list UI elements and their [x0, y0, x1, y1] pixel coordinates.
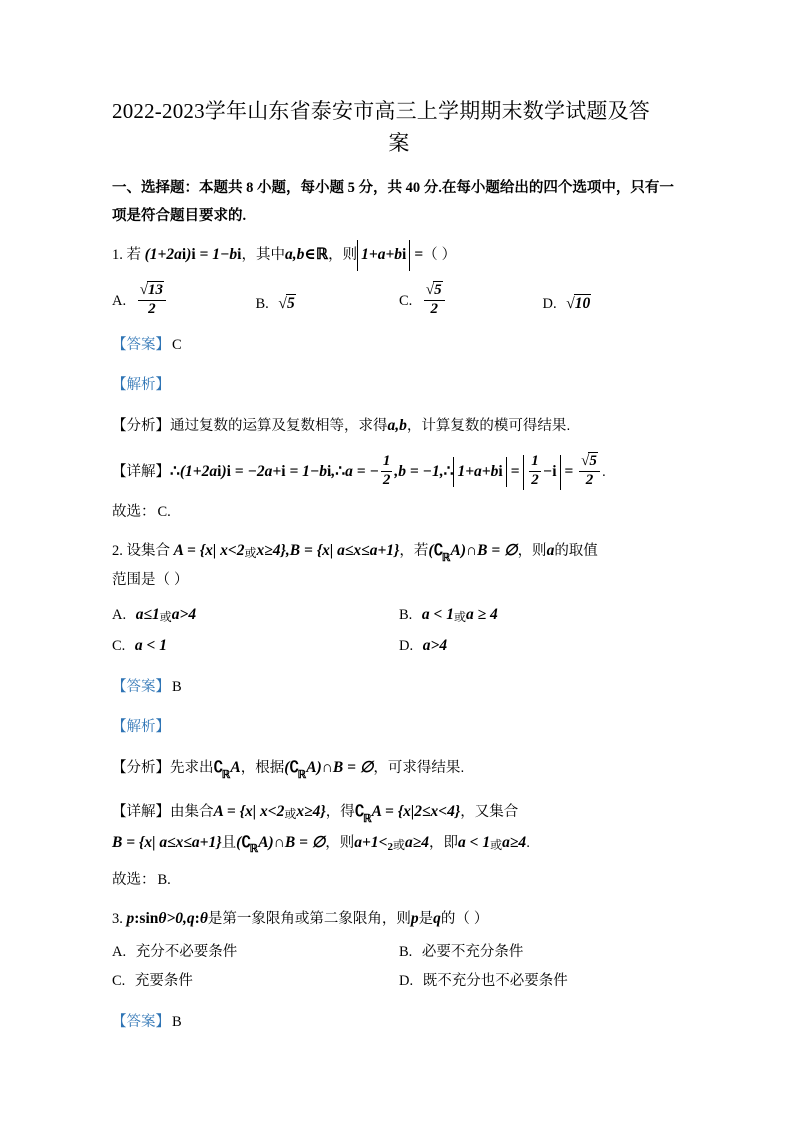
question-3-option-c[interactable]: [112, 967, 399, 996]
detail-math-1: A = {x| x<2或x≥4}: [213, 803, 326, 822]
question-1-math-3: 1+a+bi =: [357, 246, 423, 263]
detail-marker: 【详解】: [112, 464, 170, 481]
answer-value: C: [172, 336, 182, 353]
question-3-math-2: p: [410, 910, 419, 928]
question-3-answer: [112, 1008, 686, 1036]
question-1-math-1: (1+2ai)i = 1−bi: [144, 246, 242, 264]
analysis-text-3: ，可求得结果.: [373, 760, 465, 777]
question-2-options: [112, 599, 686, 661]
option-value: a < 1: [134, 636, 168, 654]
page-title: [112, 96, 686, 160]
explanation-marker: 【解析】: [112, 718, 170, 735]
choose-value: C.: [157, 503, 171, 520]
question-2-analysis: [112, 753, 686, 783]
option-value: a < 1或a ≥ 4: [421, 605, 498, 624]
detail-text-5: ，则: [325, 834, 355, 851]
document-content: [112, 96, 686, 1037]
detail-math-4: (∁ ℝ A)∩B = ∅: [236, 833, 326, 856]
question-3-mid-1: 是第一象限角或第二象限角，则: [207, 911, 411, 928]
option-tag: C.: [399, 292, 413, 309]
question-1-choose: [112, 498, 686, 526]
option-value: a>4: [422, 636, 448, 654]
question-2-option-b[interactable]: [399, 599, 686, 630]
detail-math: ∴(1+2ai)i = −2a+i = 1−bi,∴a = − $\frac{1}{2}$ ,b = −1,∴ 1+a+bi = $\frac{1}{2}$ −i = $\frac{√5}{2}$: [170, 463, 602, 480]
question-2-answer: [112, 673, 686, 701]
question-3-mid-2: 是: [418, 911, 434, 928]
detail-suffix: .: [601, 464, 606, 481]
option-value: $\frac{√13}{2}$: [136, 292, 168, 309]
detail-math-5: a+1<2或a≥4: [354, 833, 429, 853]
question-3-math-3: q: [433, 910, 441, 928]
analysis-marker: 【分析】: [112, 418, 170, 435]
question-2-explanation-marker: [112, 713, 686, 741]
option-tag: C.: [112, 973, 126, 990]
option-tag: B.: [255, 295, 269, 312]
detail-text-3: ，又集合: [460, 804, 519, 821]
option-value: 必要不充分条件: [421, 944, 524, 961]
option-tag: D.: [542, 295, 557, 312]
section-heading-line-2: 项是符合题目要求的.: [112, 208, 247, 225]
analysis-marker: 【分析】: [112, 760, 170, 777]
question-2-detail: [112, 797, 686, 858]
explanation-marker: 【解析】: [112, 376, 170, 393]
detail-text-6: ，即: [428, 834, 458, 851]
analysis-text-1: 先求出: [170, 760, 214, 777]
detail-text-1: 由集合: [170, 804, 214, 821]
analysis-text-1: 通过复数的运算及复数相等，求得: [170, 418, 388, 435]
section-heading: [112, 174, 686, 231]
answer-value: B: [172, 678, 182, 695]
choose-marker: 故选：: [112, 503, 156, 520]
question-2-choose: [112, 866, 686, 894]
option-tag: A.: [112, 292, 127, 309]
question-2-mid-2: ，则: [517, 543, 547, 560]
option-value: √10: [566, 294, 591, 312]
analysis-text-2: ，计算复数的模可得结果.: [406, 418, 571, 435]
question-2-stem: [112, 536, 686, 594]
title-line-1: 2022-2023学年山东省泰安市高三上学期期末数学试题及答: [112, 99, 650, 123]
option-value: √5: [278, 294, 295, 312]
option-value: $\frac{√5}{2}$: [422, 292, 447, 309]
question-1-option-a[interactable]: [112, 284, 256, 319]
question-1-option-c[interactable]: [399, 284, 543, 319]
question-3-math-1: p:sinθ>0,q:θ: [126, 910, 208, 928]
choose-value: B.: [157, 871, 171, 888]
option-value: a≤1或a>4: [135, 605, 197, 624]
question-2-math-3: a: [546, 542, 555, 560]
question-3-option-b[interactable]: [399, 938, 686, 967]
detail-marker: 【详解】: [112, 804, 170, 821]
question-1-suffix: （ ）: [423, 247, 457, 264]
question-1-option-d[interactable]: [543, 288, 687, 319]
title-line-2: 案: [388, 130, 410, 155]
question-3-option-a[interactable]: [112, 938, 399, 967]
question-1-mid-1: ，其中: [241, 247, 285, 264]
option-value: 充要条件: [134, 973, 193, 990]
option-value: 既不充分也不必要条件: [422, 973, 568, 990]
question-3-stem: [112, 904, 686, 934]
question-2-mid-1: ，若: [399, 543, 429, 560]
section-heading-line-1: 一、选择题：本题共 8 小题，每小题 5 分，共 40 分.在每小题给出的四个选项中，只有一: [112, 179, 674, 196]
option-tag: B.: [399, 944, 413, 961]
detail-math-3: B = {x| a≤x≤a+1}: [112, 833, 222, 851]
analysis-math-2: (∁ ℝ A)∩B = ∅: [284, 759, 374, 781]
analysis-math: a,b: [387, 417, 407, 435]
question-3-suffix: 的（ ）: [440, 911, 489, 928]
question-3-option-d[interactable]: [399, 967, 686, 996]
question-1-explanation-marker: [112, 371, 686, 399]
analysis-text-2: ，根据: [240, 760, 285, 777]
choose-marker: 故选：: [112, 871, 156, 888]
option-tag: A.: [112, 944, 127, 961]
question-2-math-1: A = {x| x<2或x≥4},B = {x| a≤x≤a+1}: [173, 542, 400, 561]
option-value: 充分不必要条件: [135, 944, 238, 961]
option-tag: B.: [399, 606, 413, 623]
question-1-answer: [112, 331, 686, 359]
answer-marker: 【答案】: [112, 336, 170, 353]
question-1-stem: [112, 240, 686, 270]
question-2-number: 2.: [112, 543, 123, 560]
detail-text-2: ，得: [325, 804, 355, 821]
option-tag: A.: [112, 606, 127, 623]
question-1-mid-2: ，则: [328, 247, 358, 264]
question-1-math-2: a,b∈ℝ: [284, 246, 329, 264]
detail-math-6: a < 1或a≥4: [457, 833, 527, 852]
detail-suffix: .: [526, 834, 531, 851]
question-2-math-2: (∁ ℝ A)∩B = ∅: [428, 542, 518, 564]
question-1-number: 1.: [112, 247, 123, 264]
answer-value: B: [172, 1014, 182, 1031]
question-1-detail: [112, 455, 686, 490]
answer-marker: 【答案】: [112, 1014, 170, 1031]
question-2-option-c[interactable]: [112, 630, 399, 661]
question-2-prefix: 设集合: [126, 543, 170, 560]
question-3-number: 3.: [112, 911, 123, 928]
detail-math-2: ∁ ℝ A = {x|2≤x<4}: [354, 803, 461, 826]
option-tag: D.: [399, 973, 414, 990]
question-2-stem-line-2: 范围是（ ）: [112, 572, 189, 589]
question-2-option-a[interactable]: [112, 599, 399, 630]
option-tag: D.: [399, 637, 414, 654]
question-2-suffix: 的取值: [554, 543, 598, 560]
detail-text-4: 且: [221, 834, 237, 851]
answer-marker: 【答案】: [112, 678, 170, 695]
question-1-prefix: 若: [126, 247, 141, 264]
question-3-options: [112, 938, 686, 996]
option-tag: C.: [112, 637, 126, 654]
analysis-math-1: ∁ ℝ A: [213, 759, 241, 781]
question-1-option-b[interactable]: [256, 288, 400, 319]
question-1-options: [112, 275, 686, 319]
question-1-analysis: [112, 411, 686, 441]
question-2-option-d[interactable]: [399, 630, 686, 661]
